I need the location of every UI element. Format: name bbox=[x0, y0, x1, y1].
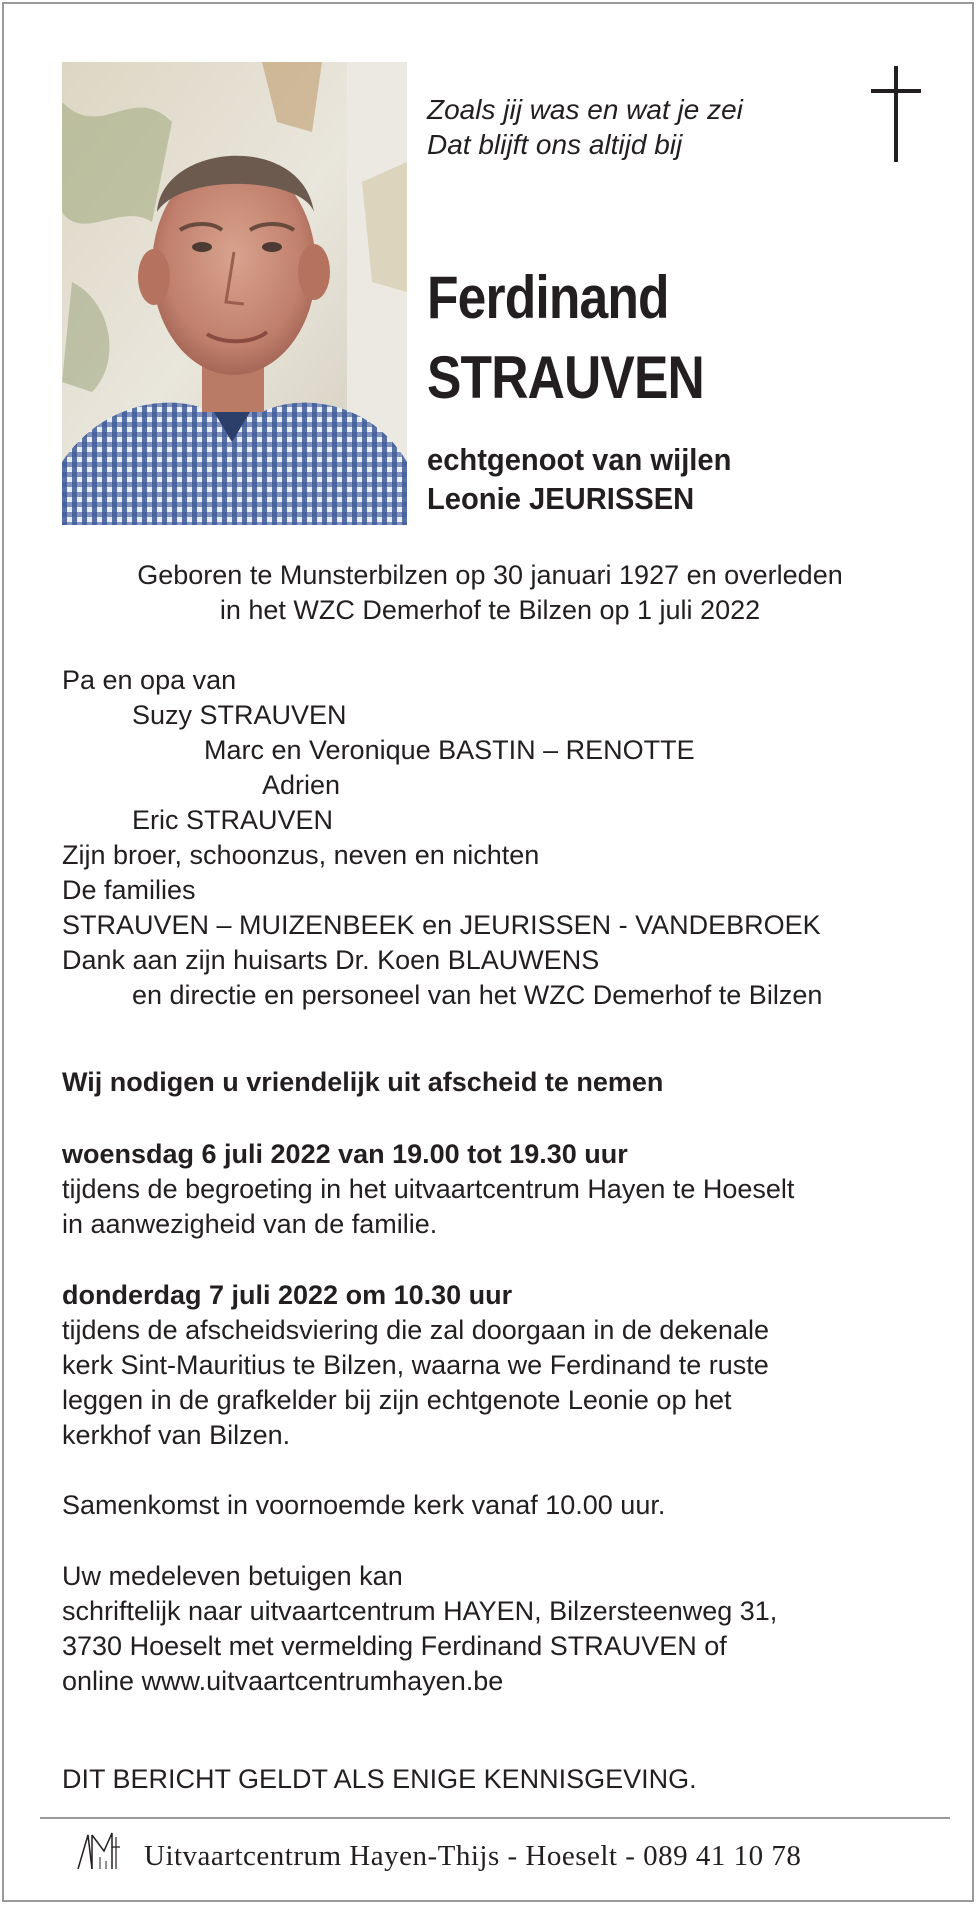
greeting-heading: woensdag 6 juli 2022 van 19.00 tot 19.30 uur bbox=[62, 1139, 628, 1169]
last-name: STRAUVEN bbox=[427, 344, 704, 411]
service-line: tijdens de afscheidsviering die zal doorgaan in de dekenale bbox=[62, 1315, 769, 1345]
footer-divider bbox=[40, 1817, 950, 1819]
born-line: in het WZC Demerhof te Bilzen op 1 juli 2022 bbox=[219, 595, 761, 625]
condolence-line: online www.uitvaartcentrumhayen.be bbox=[62, 1666, 504, 1696]
birth-death-info bbox=[4, 558, 976, 628]
family-line: Pa en opa van bbox=[62, 665, 237, 695]
condolence-line: 3730 Hoeselt met vermelding Ferdinand STRAUVEN of bbox=[62, 1631, 727, 1661]
service-line: kerk Sint-Mauritius te Bilzen, waarna we Ferdinand te ruste bbox=[62, 1350, 769, 1380]
condolence-line: schriftelijk naar uitvaartcentrum HAYEN, Bilzersteenweg 31, bbox=[62, 1596, 778, 1626]
service-line: leggen in de grafkelder bij zijn echtgenote Leonie op het bbox=[62, 1385, 732, 1415]
family-line: Adrien bbox=[262, 770, 341, 800]
family-line: De families bbox=[62, 875, 196, 905]
service-line: kerkhof van Bilzen. bbox=[62, 1420, 291, 1450]
spouse-name: Leonie JEURISSEN bbox=[427, 481, 695, 516]
gathering-info: Samenkomst in voornoemde kerk vanaf 10.00 uur. bbox=[62, 1490, 666, 1520]
first-name: Ferdinand bbox=[427, 264, 669, 331]
deceased-name bbox=[427, 258, 704, 418]
obituary-card bbox=[2, 2, 974, 1902]
service-heading: donderdag 7 juli 2022 om 10.30 uur bbox=[62, 1280, 513, 1310]
born-line: Geboren te Munsterbilzen op 30 januari 1927 en overleden bbox=[137, 560, 843, 590]
memorial-verse bbox=[427, 92, 743, 162]
condolence-line: Uw medeleven betuigen kan bbox=[62, 1561, 403, 1591]
verse-line: Dat blijft ons altijd bij bbox=[427, 129, 683, 160]
family-line: Dank aan zijn huisarts Dr. Koen BLAUWENS bbox=[62, 945, 600, 975]
verse-line: Zoals jij was en wat je zei bbox=[427, 94, 743, 125]
funeral-home-logo-icon bbox=[74, 1827, 128, 1873]
spouse-info bbox=[427, 440, 731, 518]
notice-text: DIT BERICHT GELDT ALS ENIGE KENNISGEVING. bbox=[62, 1764, 697, 1794]
family-line: Marc en Veronique BASTIN – RENOTTE bbox=[204, 735, 695, 765]
portrait-photo bbox=[62, 62, 407, 525]
funeral-home-footer: Uitvaartcentrum Hayen-Thijs - Hoeselt - 089 41 10 78 bbox=[144, 1840, 802, 1872]
cross-icon bbox=[866, 66, 926, 162]
family-line: en directie en personeel van het WZC Demerhof te Bilzen bbox=[132, 980, 823, 1010]
spouse-relation: echtgenoot van wijlen bbox=[427, 442, 732, 477]
greeting-line: tijdens de begroeting in het uitvaartcentrum Hayen te Hoeselt bbox=[62, 1174, 795, 1204]
family-line: STRAUVEN – MUIZENBEEK en JEURISSEN - VANDEBROEK bbox=[62, 910, 821, 940]
family-line: Zijn broer, schoonzus, neven en nichten bbox=[62, 840, 540, 870]
family-line: Suzy STRAUVEN bbox=[132, 700, 347, 730]
greeting-line: in aanwezigheid van de familie. bbox=[62, 1209, 438, 1239]
invitation-heading: Wij nodigen u vriendelijk uit afscheid te nemen bbox=[62, 1067, 664, 1097]
family-line: Eric STRAUVEN bbox=[132, 805, 334, 835]
